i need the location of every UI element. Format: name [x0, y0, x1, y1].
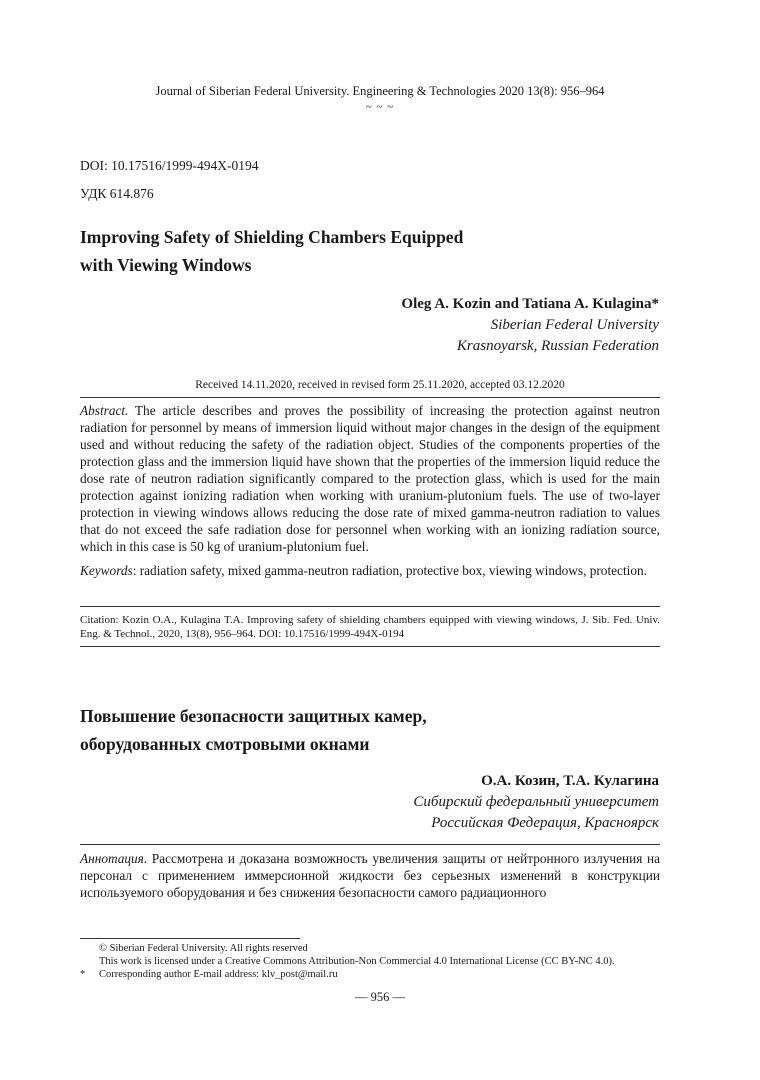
footnote-mark: * — [80, 969, 86, 980]
footnote-license: This work is licensed under a Creative Commons Attribution-Non Commercial 4.0 International License (CC BY-NC 4.0). — [99, 956, 615, 967]
footnote-corresponding — [80, 968, 680, 981]
journal-header: Journal of Siberian Federal University. Engineering & Technologies 2020 13(8): 956–964 — [155, 84, 605, 98]
keywords-text: : radiation safety, mixed gamma-neutron radiation, protective box, viewing windows, protection. — [132, 563, 647, 578]
abstract-ru — [80, 850, 660, 901]
footnote-divider — [80, 938, 300, 939]
citation: Citation: Kozin O.A., Kulagina T.A. Improving safety of shielding chambers equipped with viewing windows, J. Sib. Fed. Univ. Eng. & Technol., 2020, 13(8), 956–964. DOI: 10.17516/1999-494X-0194 — [80, 614, 660, 640]
author-block-en — [401, 294, 659, 357]
affiliation-ru-2: Российская Федерация, Красноярск — [431, 815, 659, 831]
keywords-en — [80, 562, 660, 579]
keywords-label: Keywords — [80, 563, 133, 578]
abstract-label-ru: Аннотация. — [80, 851, 148, 866]
divider — [80, 844, 660, 845]
footnote-copyright: © Siberian Federal University. All rights reserved — [99, 943, 308, 954]
divider — [80, 646, 660, 647]
divider — [80, 606, 660, 607]
footnotes — [80, 942, 680, 981]
abstract-text-ru: Рассмотрена и доказана возможность увеличения защиты от нейтронного излучения на персонал с применением иммерсионной жидкости без серьезных изменений в конструкции используемого оборудования и без снижения безопасности самого радиационного — [80, 851, 660, 900]
author-block-ru — [413, 771, 659, 834]
authors-en: Oleg A. Kozin and Tatiana A. Kulagina* — [401, 296, 659, 312]
udc: УДК 614.876 — [80, 186, 154, 201]
affiliation-ru-1: Сибирский федеральный университет — [413, 794, 659, 810]
title-ru-line-1: Повышение безопасности защитных камер, — [80, 706, 427, 726]
abstract-en — [80, 402, 660, 555]
affiliation-en-1: Siberian Federal University — [490, 317, 659, 333]
divider — [80, 397, 660, 398]
affiliation-en-2: Krasnoyarsk, Russian Federation — [456, 338, 659, 354]
title-ru-line-2: оборудованных смотровыми окнами — [80, 734, 370, 754]
abstract-label-en: Abstract. — [80, 403, 129, 418]
page-number: — 956 — — [355, 990, 405, 1004]
title-line-2: with Viewing Windows — [80, 255, 252, 275]
received-dates: Received 14.11.2020, received in revised form 25.11.2020, accepted 03.12.2020 — [195, 379, 565, 391]
article-title-en — [80, 223, 680, 279]
footnote-email: Corresponding author E-mail address: klv_post@mail.ru — [99, 969, 338, 980]
header-separator: ~ ~ ~ — [365, 101, 395, 113]
title-line-1: Improving Safety of Shielding Chambers Equipped — [80, 227, 464, 247]
abstract-text-en: The article describes and proves the possibility of increasing the protection against neutron radiation for personnel by means of immersion liquid without major changes in the design of the equipment used and without reducing the safety of the radiation object. Studies of the components properties of the protection glass and the immersion liquid have shown that the properties of the immersion liquid reduce the dose rate of neutron radiation significantly compared to the protection glass, which is used for the main protection against ionizing radiation when working with uranium-plutonium fuels. The use of two-layer protection in viewing windows allows reducing the dose rate of mixed gamma-neutron radiation to values that do not exceed the safe radiation dose for personnel when working with an ionizing radiation source, which in this case is 50 kg of uranium-plutonium fuel. — [80, 403, 660, 554]
authors-ru: О.А. Козин, Т.А. Кулагина — [481, 773, 659, 789]
article-title-ru — [80, 702, 680, 758]
doi: DOI: 10.17516/1999-494X-0194 — [80, 158, 259, 173]
